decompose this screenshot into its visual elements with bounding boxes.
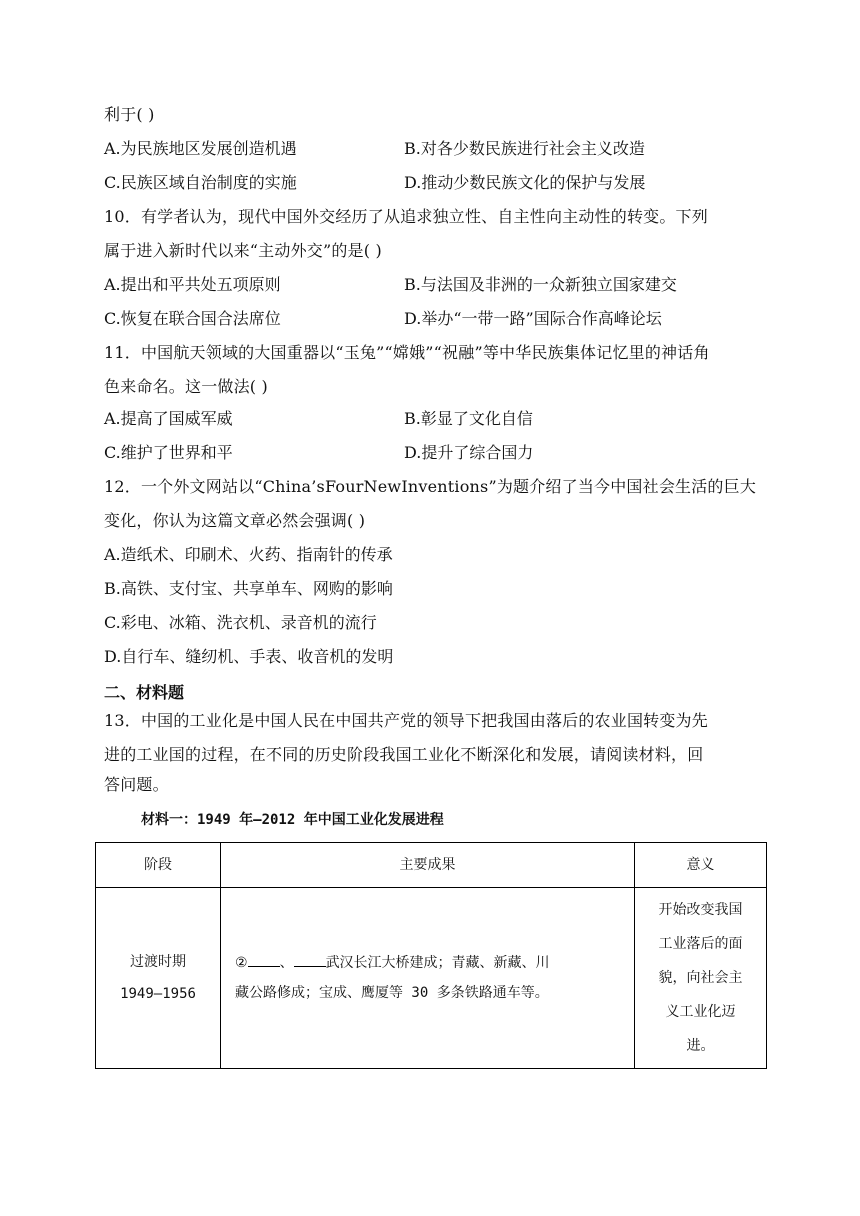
q9-option-a: A.为民族地区发展创造机遇 xyxy=(104,139,297,158)
item-marker: ② xyxy=(235,955,248,971)
q9-option-b: B.对各少数民族进行社会主义改造 xyxy=(404,139,645,158)
q12-option-a: A.造纸术、印刷术、火药、指南针的传承 xyxy=(104,545,393,564)
blank-separator: 、 xyxy=(279,955,294,971)
significance-line: 义工业化迈 xyxy=(665,1004,736,1020)
q9-tail: 利于( ) xyxy=(104,105,155,124)
q12-stem-line1: 12．一个外文网站以“China’sFourNewInventions”为题介绍了当今中国社会生活的巨大 xyxy=(104,477,757,496)
q12-option-d: D.自行车、缝纫机、手表、收音机的发明 xyxy=(104,647,394,666)
q10-option-a: A.提出和平共处五项原则 xyxy=(104,275,281,294)
q12-option-b: B.高铁、支付宝、共享单车、网购的影响 xyxy=(104,579,393,598)
table-row xyxy=(96,888,767,1069)
material-caption: 材料一：1949 年—2012 年中国工业化发展进程 xyxy=(141,812,444,828)
q10-option-b: B.与法国及非洲的一众新独立国家建交 xyxy=(404,275,677,294)
q12-stem-line2: 变化，你认为这篇文章必然会强调( ) xyxy=(104,511,366,530)
achievements-line1 xyxy=(235,948,620,978)
answer-blank-1[interactable] xyxy=(248,950,280,967)
q13-stem-line3: 答问题。 xyxy=(104,775,169,794)
q11-option-b: B.彰显了文化自信 xyxy=(404,409,533,428)
q11-stem-line2: 色来命名。这一做法( ) xyxy=(104,377,268,396)
achievements-line1-text: 武汉长江大桥建成；青藏、新藏、川 xyxy=(325,955,550,971)
q11-option-c: C.维护了世界和平 xyxy=(104,443,233,462)
section-heading-materials: 二、材料题 xyxy=(104,683,185,702)
q10-option-c: C.恢复在联合国合法席位 xyxy=(104,309,281,328)
cell-significance xyxy=(635,888,767,1069)
q11-option-a: A.提高了国威军威 xyxy=(104,409,233,428)
q11-option-d: D.提升了综合国力 xyxy=(404,443,534,462)
header-significance: 意义 xyxy=(635,843,767,888)
q9-option-c: C.民族区域自治制度的实施 xyxy=(104,173,297,192)
achievements-line2: 藏公路修成；宝成、鹰厦等 30 多条铁路通车等。 xyxy=(235,985,549,1001)
stage-years: 1949—1956 xyxy=(120,986,196,1002)
stage-name: 过渡时期 xyxy=(130,954,186,970)
material-table xyxy=(95,842,767,1069)
header-achievements: 主要成果 xyxy=(221,843,635,888)
significance-line: 进。 xyxy=(686,1038,715,1054)
significance-line: 开始改变我国 xyxy=(658,902,743,918)
significance-line: 工业落后的面 xyxy=(658,936,743,952)
answer-blank-2[interactable] xyxy=(294,950,326,967)
q10-stem-line1: 10．有学者认为，现代中国外交经历了从追求独立性、自主性向主动性的转变。下列 xyxy=(104,207,708,226)
q13-stem-line1: 13．中国的工业化是中国人民在中国共产党的领导下把我国由落后的农业国转变为先 xyxy=(104,711,708,730)
q10-option-d: D.举办“一带一路”国际合作高峰论坛 xyxy=(404,309,662,328)
table-header-row xyxy=(96,843,767,888)
q12-option-c: C.彩电、冰箱、洗衣机、录音机的流行 xyxy=(104,613,377,632)
q13-stem-line2: 进的工业国的过程，在不同的历史阶段我国工业化不断深化和发展，请阅读材料，回 xyxy=(104,745,704,764)
q9-option-d: D.推动少数民族文化的保护与发展 xyxy=(404,173,646,192)
header-stage: 阶段 xyxy=(96,843,221,888)
q11-stem-line1: 11．中国航天领域的大国重器以“玉兔”“嫦娥”“祝融”等中华民族集体记忆里的神话角 xyxy=(104,343,710,362)
cell-stage xyxy=(96,888,221,1069)
significance-line: 貌，向社会主 xyxy=(658,970,743,986)
q10-stem-line2: 属于进入新时代以来“主动外交”的是( ) xyxy=(104,241,382,260)
cell-achievements xyxy=(221,888,635,1069)
